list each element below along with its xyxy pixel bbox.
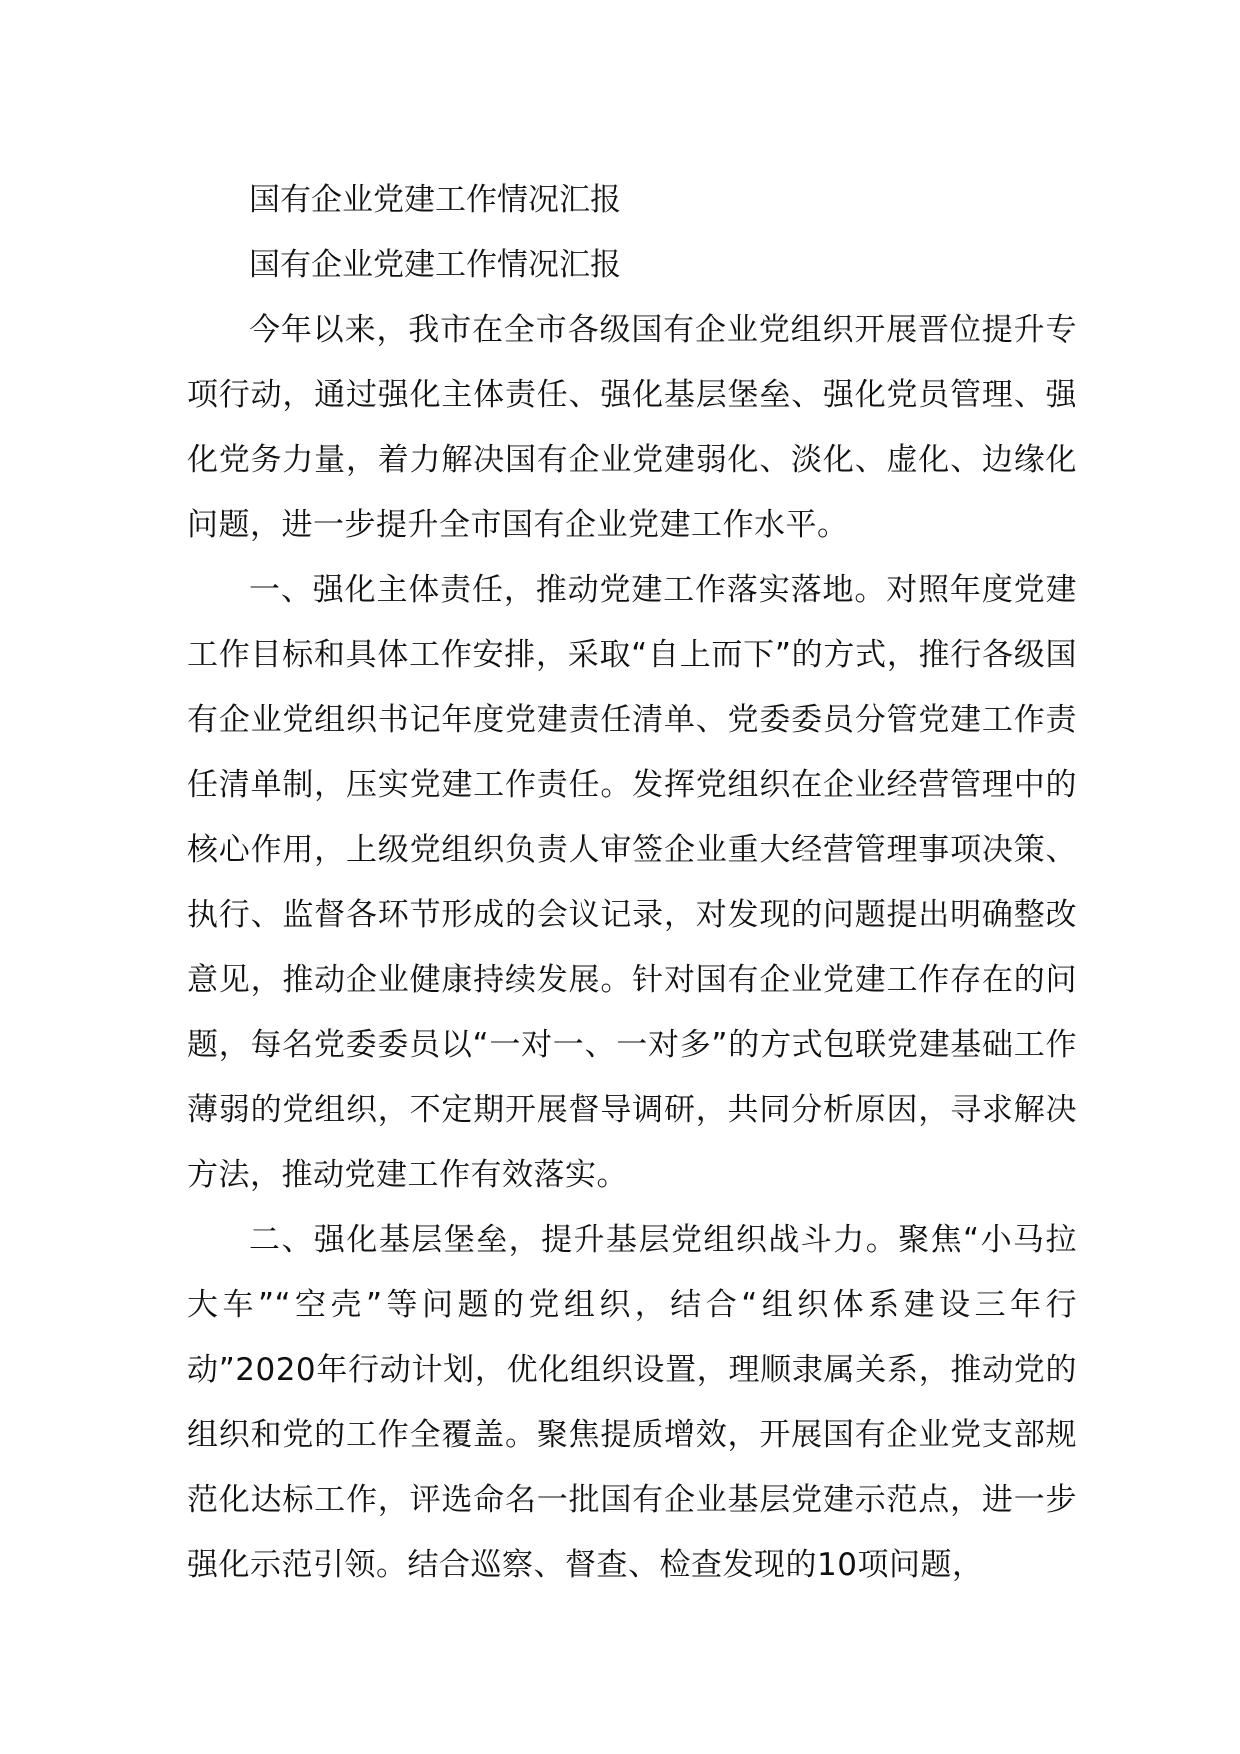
paragraph-section-1: 一、强化主体责任，推动党建工作落实落地。对照年度党建工作目标和具体工作安排，采取“自上而下”的方式，推行各级国有企业党组织书记年度党建责任清单、党委委员分管党建工作责任清单制，压实党建工作责任。发挥党组织在企业经营管理中的核心作用，上级党组织负责人审签企业重大经营管理事项决策、执行、监督各环节形成的会议记录，对发现的问题提出明确整改意见，推动企业健康持续发展。针对国有企业党建工作存在的问题，每名党委委员以“一对一、一对多”的方式包联党建基础工作薄弱的党组织，不定期开展督导调研，共同分析原因，寻求解决方法，推动党建工作有效落实。 xyxy=(187,572,1077,1193)
document-subtitle: 国有企业党建工作情况汇报 xyxy=(249,247,621,283)
paragraph-section-2: 二、强化基层堡垒，提升基层党组织战斗力。聚焦“小马拉大车”“空壳”等问题的党组织，结合“组织体系建设三年行动”2020年行动计划，优化组织设置，理顺隶属关系，推动党的组织和党的工作全覆盖。聚焦提质增效，开展国有企业党支部规范化达标工作，评选命名一批国有企业基层党建示范点，进一步强化示范引领。结合巡察、督查、检查发现的10项问题， xyxy=(187,1222,1077,1583)
document-body xyxy=(187,168,1077,1598)
document-title: 国有企业党建工作情况汇报 xyxy=(249,182,621,218)
paragraph-intro: 今年以来，我市在全市各级国有企业党组织开展晋位提升专项行动，通过强化主体责任、强化基层堡垒、强化党员管理、强化党务力量，着力解决国有企业党建弱化、淡化、虚化、边缘化问题，进一步提升全市国有企业党建工作水平。 xyxy=(187,312,1077,543)
